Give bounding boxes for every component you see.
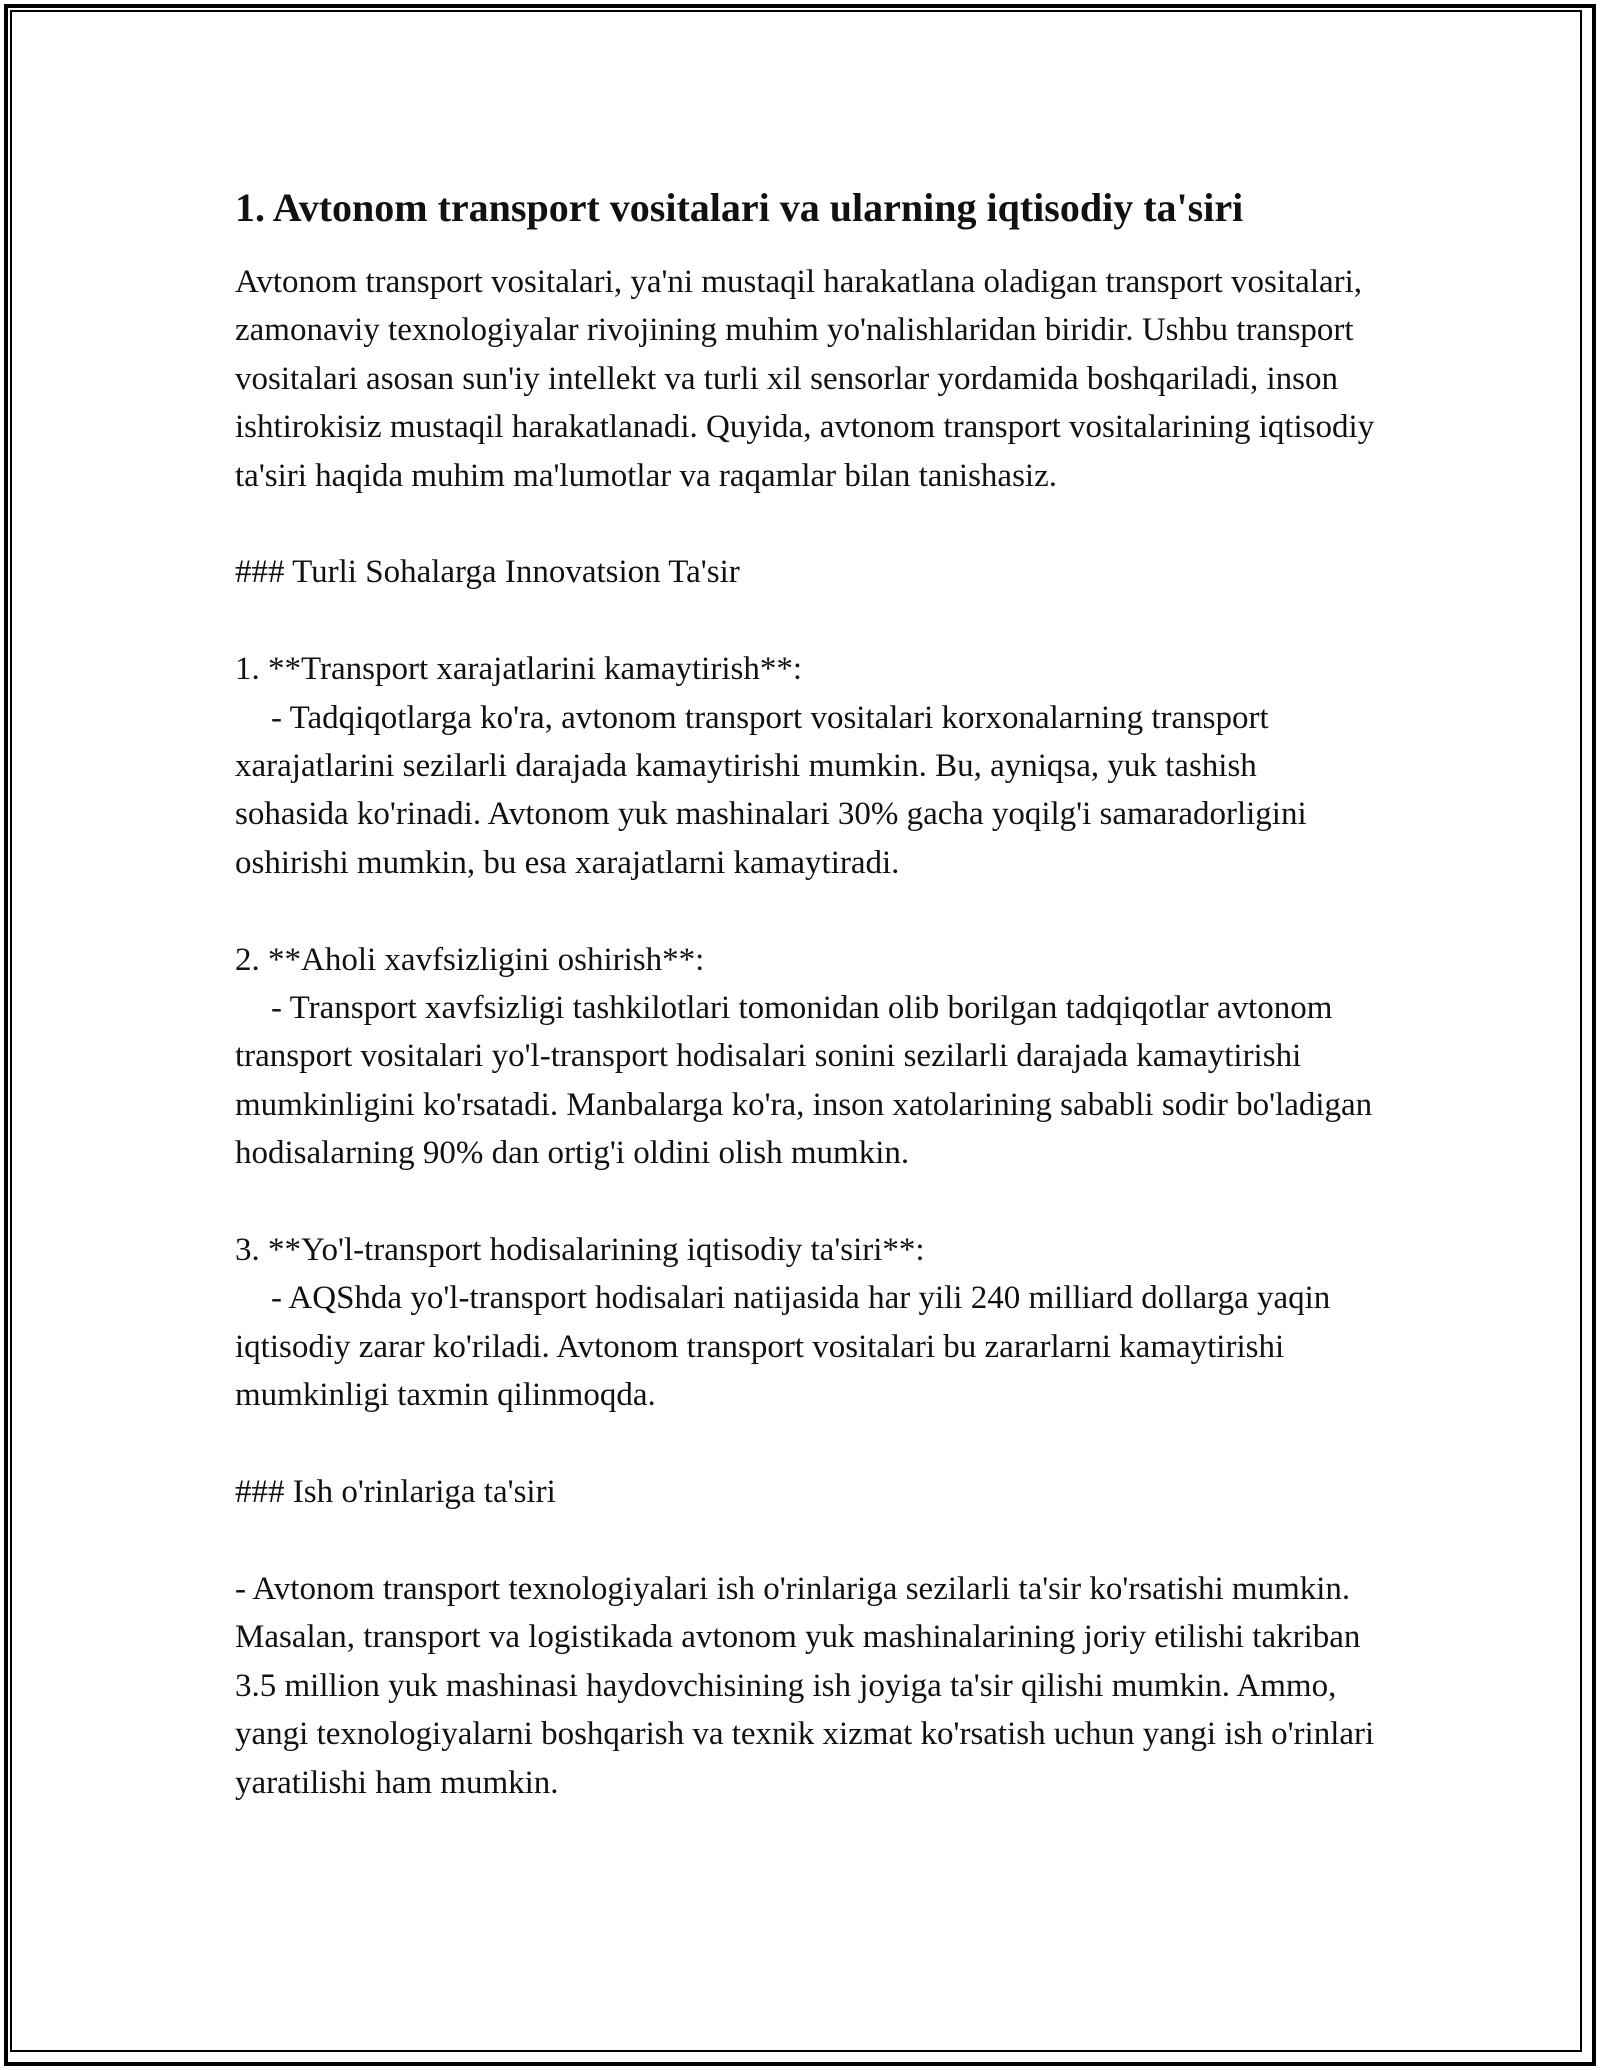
list-item-text: - Transport xavfsizligi tashkilotlari tomonidan olib borilgan tadqiqotlar avtonom transport vositalari yo'l-transport hodisalari sonini sezilarli darajada kamaytirishi mumkinligini ko'rsatadi. Manbalarga ko'ra, inson xatolarining sababli sodir bo'ladigan hodisalarning 90% dan ortig'i oldini olish mumkin. — [235, 990, 1373, 1172]
list-item — [235, 936, 1375, 1178]
spacer — [235, 597, 1375, 645]
list-item — [235, 1226, 1375, 1420]
spacer — [235, 500, 1375, 548]
spacer — [235, 887, 1375, 935]
spacer — [235, 1516, 1375, 1564]
section-heading-innovation: ### Turli Sohalarga Innovatsion Ta'sir — [235, 554, 740, 591]
list-item — [235, 645, 1375, 887]
intro-paragraph: Avtonom transport vositalari, ya'ni mustaqil harakatlana oladigan transport vositalari, zamonaviy texnologiyalar rivojining muhim yo'nalishlaridan biridir. Ushbu transport vositalari asosan sun'iy intellekt va turli xil sensorlar yordamida boshqariladi, inson ishtirokisiz mustaqil harakatlanadi. Quyida, avtonom transport vositalarining iqtisodiy ta'siri haqida muhim ma'lumotlar va raqamlar bilan tanishasiz. — [235, 264, 1375, 494]
list-item-text: - AQShda yo'l-transport hodisalari natijasida har yili 240 milliard dollarga yaqin iqtisodiy zarar ko'riladi. Avtonom transport vositalari bu zararlarni kamaytirishi mumkinligi taxmin qilinmoqda. — [235, 1280, 1331, 1414]
list-item-label: 3. **Yo'l-transport hodisalarining iqtisodiy ta'siri**: — [235, 1232, 925, 1269]
document-body — [235, 180, 1375, 1807]
section-heading-jobs: ### Ish o'rinlariga ta'siri — [235, 1474, 556, 1511]
list-item-label: 1. **Transport xarajatlarini kamaytirish**: — [235, 651, 803, 688]
spacer — [235, 1178, 1375, 1226]
spacer — [235, 1420, 1375, 1468]
jobs-paragraph: - Avtonom transport texnologiyalari ish o'rinlariga sezilarli ta'sir ko'rsatishi mumkin. Masalan, transport va logistikada avtonom yuk mashinalarining joriy etilishi takriban 3.5 million yuk mashinasi haydovchisining ish joyiga ta'sir qilishi mumkin. Ammo, yangi texnologiyalarni boshqarish va texnik xizmat ko'rsatish uchun yangi ish o'rinlari yaratilishi ham mumkin. — [235, 1570, 1375, 1801]
document-title: 1. Avtonom transport vositalari va ularning iqtisodiy ta'siri — [235, 185, 1244, 230]
list-item-text: - Tadqiqotlarga ko'ra, avtonom transport vositalari korxonalarning transport xarajatlarini sezilarli darajada kamaytirishi mumkin. Bu, ayniqsa, yuk tashish sohasida ko'rinadi. Avtonom yuk mashinalari 30% gacha yoqilg'i samaradorligini oshirishi mumkin, bu esa xarajatlarni kamaytiradi. — [235, 699, 1307, 881]
list-item-label: 2. **Aholi xavfsizligini oshirish**: — [235, 941, 705, 978]
